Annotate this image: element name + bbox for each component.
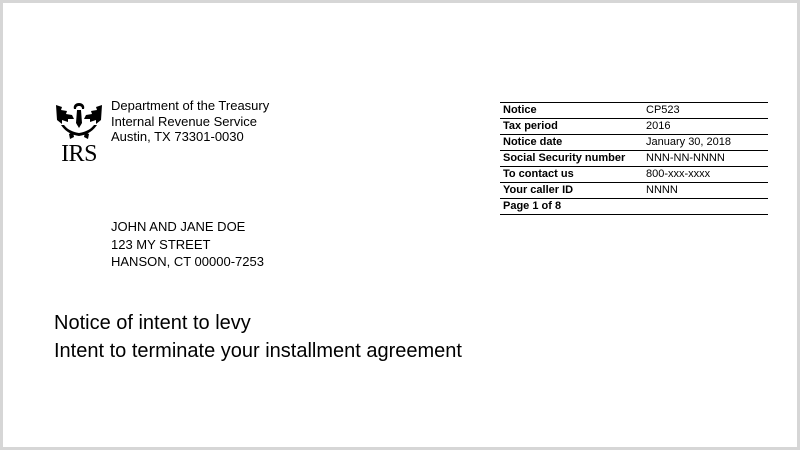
table-row — [500, 119, 768, 135]
page-number-value — [643, 199, 768, 215]
recipient-street: 123 MY STREET — [111, 236, 211, 252]
ssn-value: NNN-NN-NNNN — [643, 151, 768, 167]
table-row — [500, 167, 768, 183]
notice-heading — [54, 309, 462, 365]
caller-id-label: Your caller ID — [500, 183, 643, 199]
agency-service: Internal Revenue Service — [111, 113, 257, 129]
agency-city: Austin, TX 73301-0030 — [111, 129, 244, 144]
table-row — [500, 199, 768, 215]
agency-department: Department of the Treasury — [111, 98, 270, 113]
table-row — [500, 151, 768, 167]
notice-label: Notice — [500, 103, 643, 119]
notice-page — [3, 3, 797, 447]
irs-eagle-icon — [53, 101, 105, 141]
tax-period-label: Tax period — [500, 119, 643, 135]
notice-heading-line1: Notice of intent to levy — [54, 312, 251, 334]
agency-address-block — [111, 98, 269, 145]
notice-date-value: January 30, 2018 — [643, 135, 768, 151]
contact-label: To contact us — [500, 167, 643, 183]
caller-id-value: NNNN — [643, 183, 768, 199]
table-row — [500, 103, 768, 119]
irs-logo — [53, 101, 105, 169]
notice-date-label: Notice date — [500, 135, 643, 151]
recipient-address-block — [111, 218, 264, 271]
contact-value: 800-xxx-xxxx — [643, 167, 768, 183]
tax-period-value: 2016 — [643, 119, 768, 135]
notice-heading-line2: Intent to terminate your installment agreement — [54, 340, 462, 362]
recipient-name: JOHN AND JANE DOE — [111, 219, 246, 234]
notice-value: CP523 — [643, 103, 768, 119]
table-row — [500, 135, 768, 151]
recipient-city: HANSON, CT 00000-7253 — [111, 254, 264, 269]
notice-info-table — [500, 102, 768, 215]
ssn-label: Social Security number — [500, 151, 643, 167]
page-number-label: Page 1 of 8 — [500, 199, 643, 215]
table-row — [500, 183, 768, 199]
irs-logo-text: IRS — [61, 141, 97, 167]
